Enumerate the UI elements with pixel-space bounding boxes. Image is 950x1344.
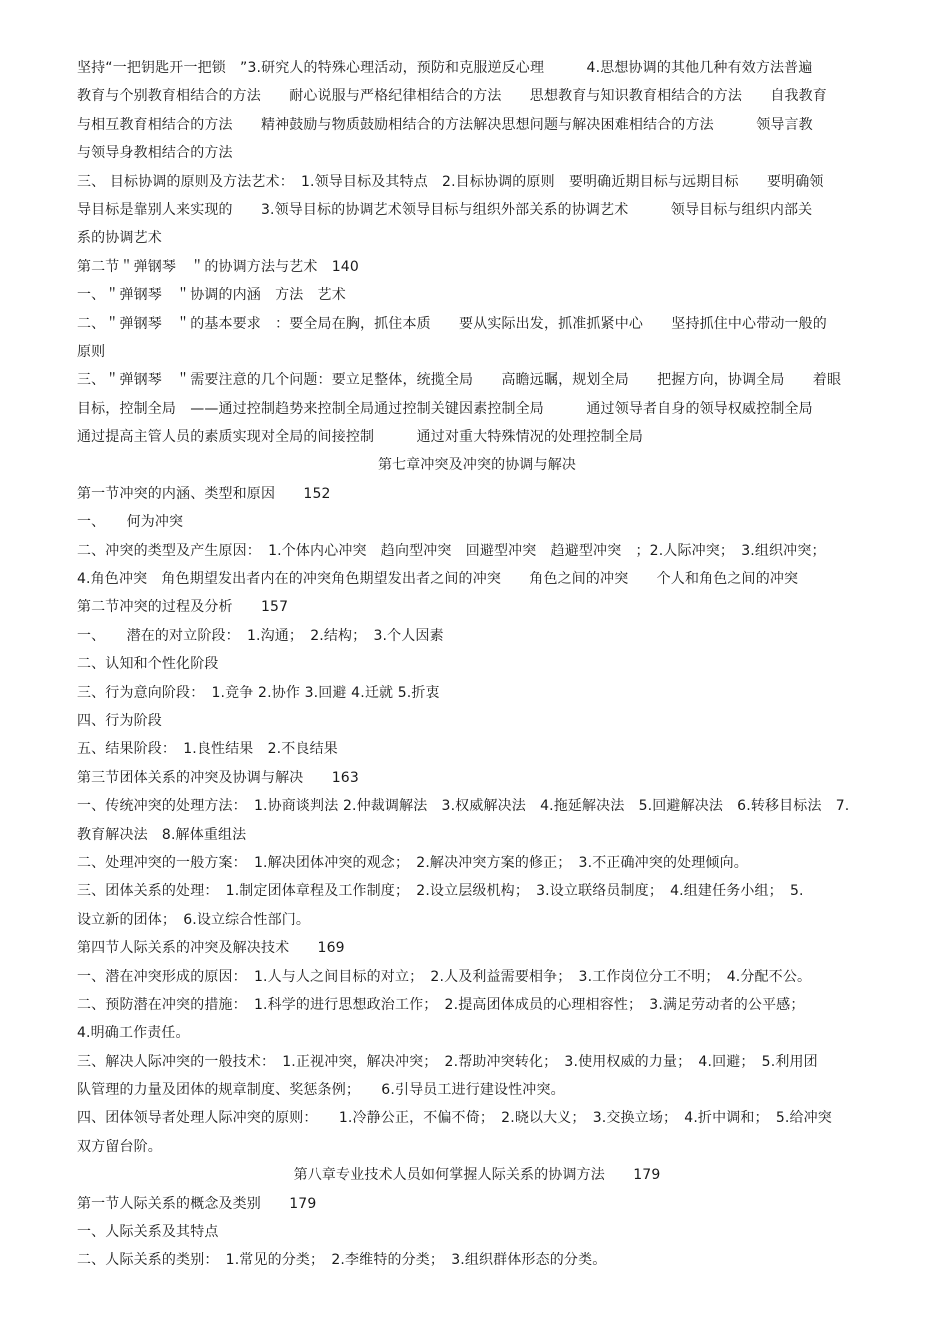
text-line: 一、＂弹钢琴 ＂协调的内涵 方法 艺术: [77, 287, 346, 304]
text-line: 队管理的力量及团体的规章制度、奖惩条例； 6.引导员工进行建设性冲突。: [77, 1082, 565, 1099]
text-line: 通过提高主管人员的素质实现对全局的间接控制 通过对重大特殊情况的处理控制全局: [77, 429, 643, 446]
document-body: [77, 54, 877, 1275]
text-line: 三、团体关系的处理： 1.制定团体章程及工作制度； 2.设立层级机构； 3.设立联络员制度； 4.组建任务小组； 5.: [77, 883, 804, 900]
text-line: 二、＂弹钢琴 ＂的基本要求 ：要全局在胸，抓住本质 要从实际出发，抓准抓紧中心 坚持抓住中心带动一般的: [77, 315, 827, 332]
text-line: 四、行为阶段: [77, 712, 162, 729]
text-line: 系的协调艺术: [77, 230, 162, 247]
text-line: 四、团体领导者处理人际冲突的原则： 1.冷静公正，不偏不倚； 2.晓以大义； 3.交换立场； 4.折中调和； 5.给冲突: [77, 1110, 832, 1127]
text-line: 一、 潜在的对立阶段： 1.沟通； 2.结构； 3.个人因素: [77, 627, 444, 644]
chapter-heading: 第八章专业技术人员如何掌握人际关系的协调方法 179: [293, 1167, 661, 1184]
text-line: 与相互教育相结合的方法 精神鼓励与物质鼓励相结合的方法解决思想问题与解决困难相结合的方法 领导言教: [77, 116, 813, 133]
text-line: 五、结果阶段： 1.良性结果 2.不良结果: [77, 741, 338, 758]
text-line: 目标，控制全局 ——通过控制趋势来控制全局通过控制关键因素控制全局 通过领导者自身的领导权威控制全局: [77, 400, 813, 417]
text-line: 二、处理冲突的一般方案： 1.解决团体冲突的观念； 2.解决冲突方案的修正； 3.不正确冲突的处理倾向。: [77, 854, 748, 871]
text-line: 第一节人际关系的概念及类别 179: [77, 1195, 317, 1212]
text-line: 三、＂弹钢琴 ＂需要注意的几个问题：要立足整体，统揽全局 高瞻远瞩，规划全局 把握方向，协调全局 着眼: [77, 372, 842, 389]
text-line: 原则: [77, 343, 106, 360]
text-line: 4.角色冲突 角色期望发出者内在的冲突角色期望发出者之间的冲突 角色之间的冲突 个人和角色之间的冲突: [77, 571, 799, 588]
chapter-heading: 第七章冲突及冲突的协调与解决: [377, 457, 577, 474]
text-line: 一、潜在冲突形成的原因： 1.人与人之间目标的对立； 2.人及利益需要相争； 3.工作岗位分工不明； 4.分配不公。: [77, 968, 812, 985]
text-line: 双方留台阶。: [77, 1138, 162, 1155]
text-line: 第三节团体关系的冲突及协调与解决 163: [77, 769, 359, 786]
text-line: 二、预防潜在冲突的措施： 1.科学的进行思想政治工作； 2.提高团体成员的心理相容性； 3.满足劳动者的公平感；: [77, 996, 805, 1013]
text-line: 三、 目标协调的原则及方法艺术： 1.领导目标及其特点 2.目标协调的原则 要明确近期目标与远期目标 要明确领: [77, 173, 824, 190]
text-line: 第二节＂弹钢琴 ＂的协调方法与艺术 140: [77, 258, 359, 275]
text-line: 三、行为意向阶段： 1.竞争 2.协作 3.回避 4.迁就 5.折衷: [77, 684, 440, 701]
text-line: 一、传统冲突的处理方法： 1.协商谈判法 2.仲裁调解法 3.权威解决法 4.拖延解决法 5.回避解决法 6.转移目标法 7.: [77, 798, 850, 815]
text-line: 二、冲突的类型及产生原因： 1.个体内心冲突 趋向型冲突 回避型冲突 趋避型冲突 ；2.人际冲突； 3.组织冲突；: [77, 542, 826, 559]
text-line: 一、人际关系及其特点: [77, 1224, 219, 1241]
text-line: 二、人际关系的类别： 1.常见的分类； 2.李维特的分类； 3.组织群体形态的分类。: [77, 1252, 607, 1269]
text-line: 坚持“一把钥匙开一把锁 ”3.研究人的特殊心理活动，预防和克服逆反心理 4.思想协调的其他几种有效方法普遍: [77, 60, 813, 76]
text-line: 第四节人际关系的冲突及解决技术 169: [77, 940, 345, 957]
text-line: 二、认知和个性化阶段: [77, 656, 219, 673]
text-line: 第一节冲突的内涵、类型和原因 152: [77, 485, 331, 502]
text-line: 教育解决法 8.解体重组法: [77, 826, 247, 843]
text-line: 三、解决人际冲突的一般技术： 1.正视冲突，解决冲突； 2.帮助冲突转化； 3.使用权威的力量； 4.回避； 5.利用团: [77, 1053, 818, 1070]
text-line: 导目标是靠别人来实现的 3.领导目标的协调艺术领导目标与组织外部关系的协调艺术 领导目标与组织内部关: [77, 201, 813, 218]
text-line: 教育与个别教育相结合的方法 耐心说服与严格纪律相结合的方法 思想教育与知识教育相结合的方法 自我教育: [77, 88, 827, 105]
text-line: 4.明确工作责任。: [77, 1025, 190, 1042]
text-line: 第二节冲突的过程及分析 157: [77, 599, 289, 616]
text-line: 一、 何为冲突: [77, 514, 184, 531]
text-line: 设立新的团体； 6.设立综合性部门。: [77, 911, 311, 928]
text-line: 与领导身教相结合的方法: [77, 145, 233, 162]
